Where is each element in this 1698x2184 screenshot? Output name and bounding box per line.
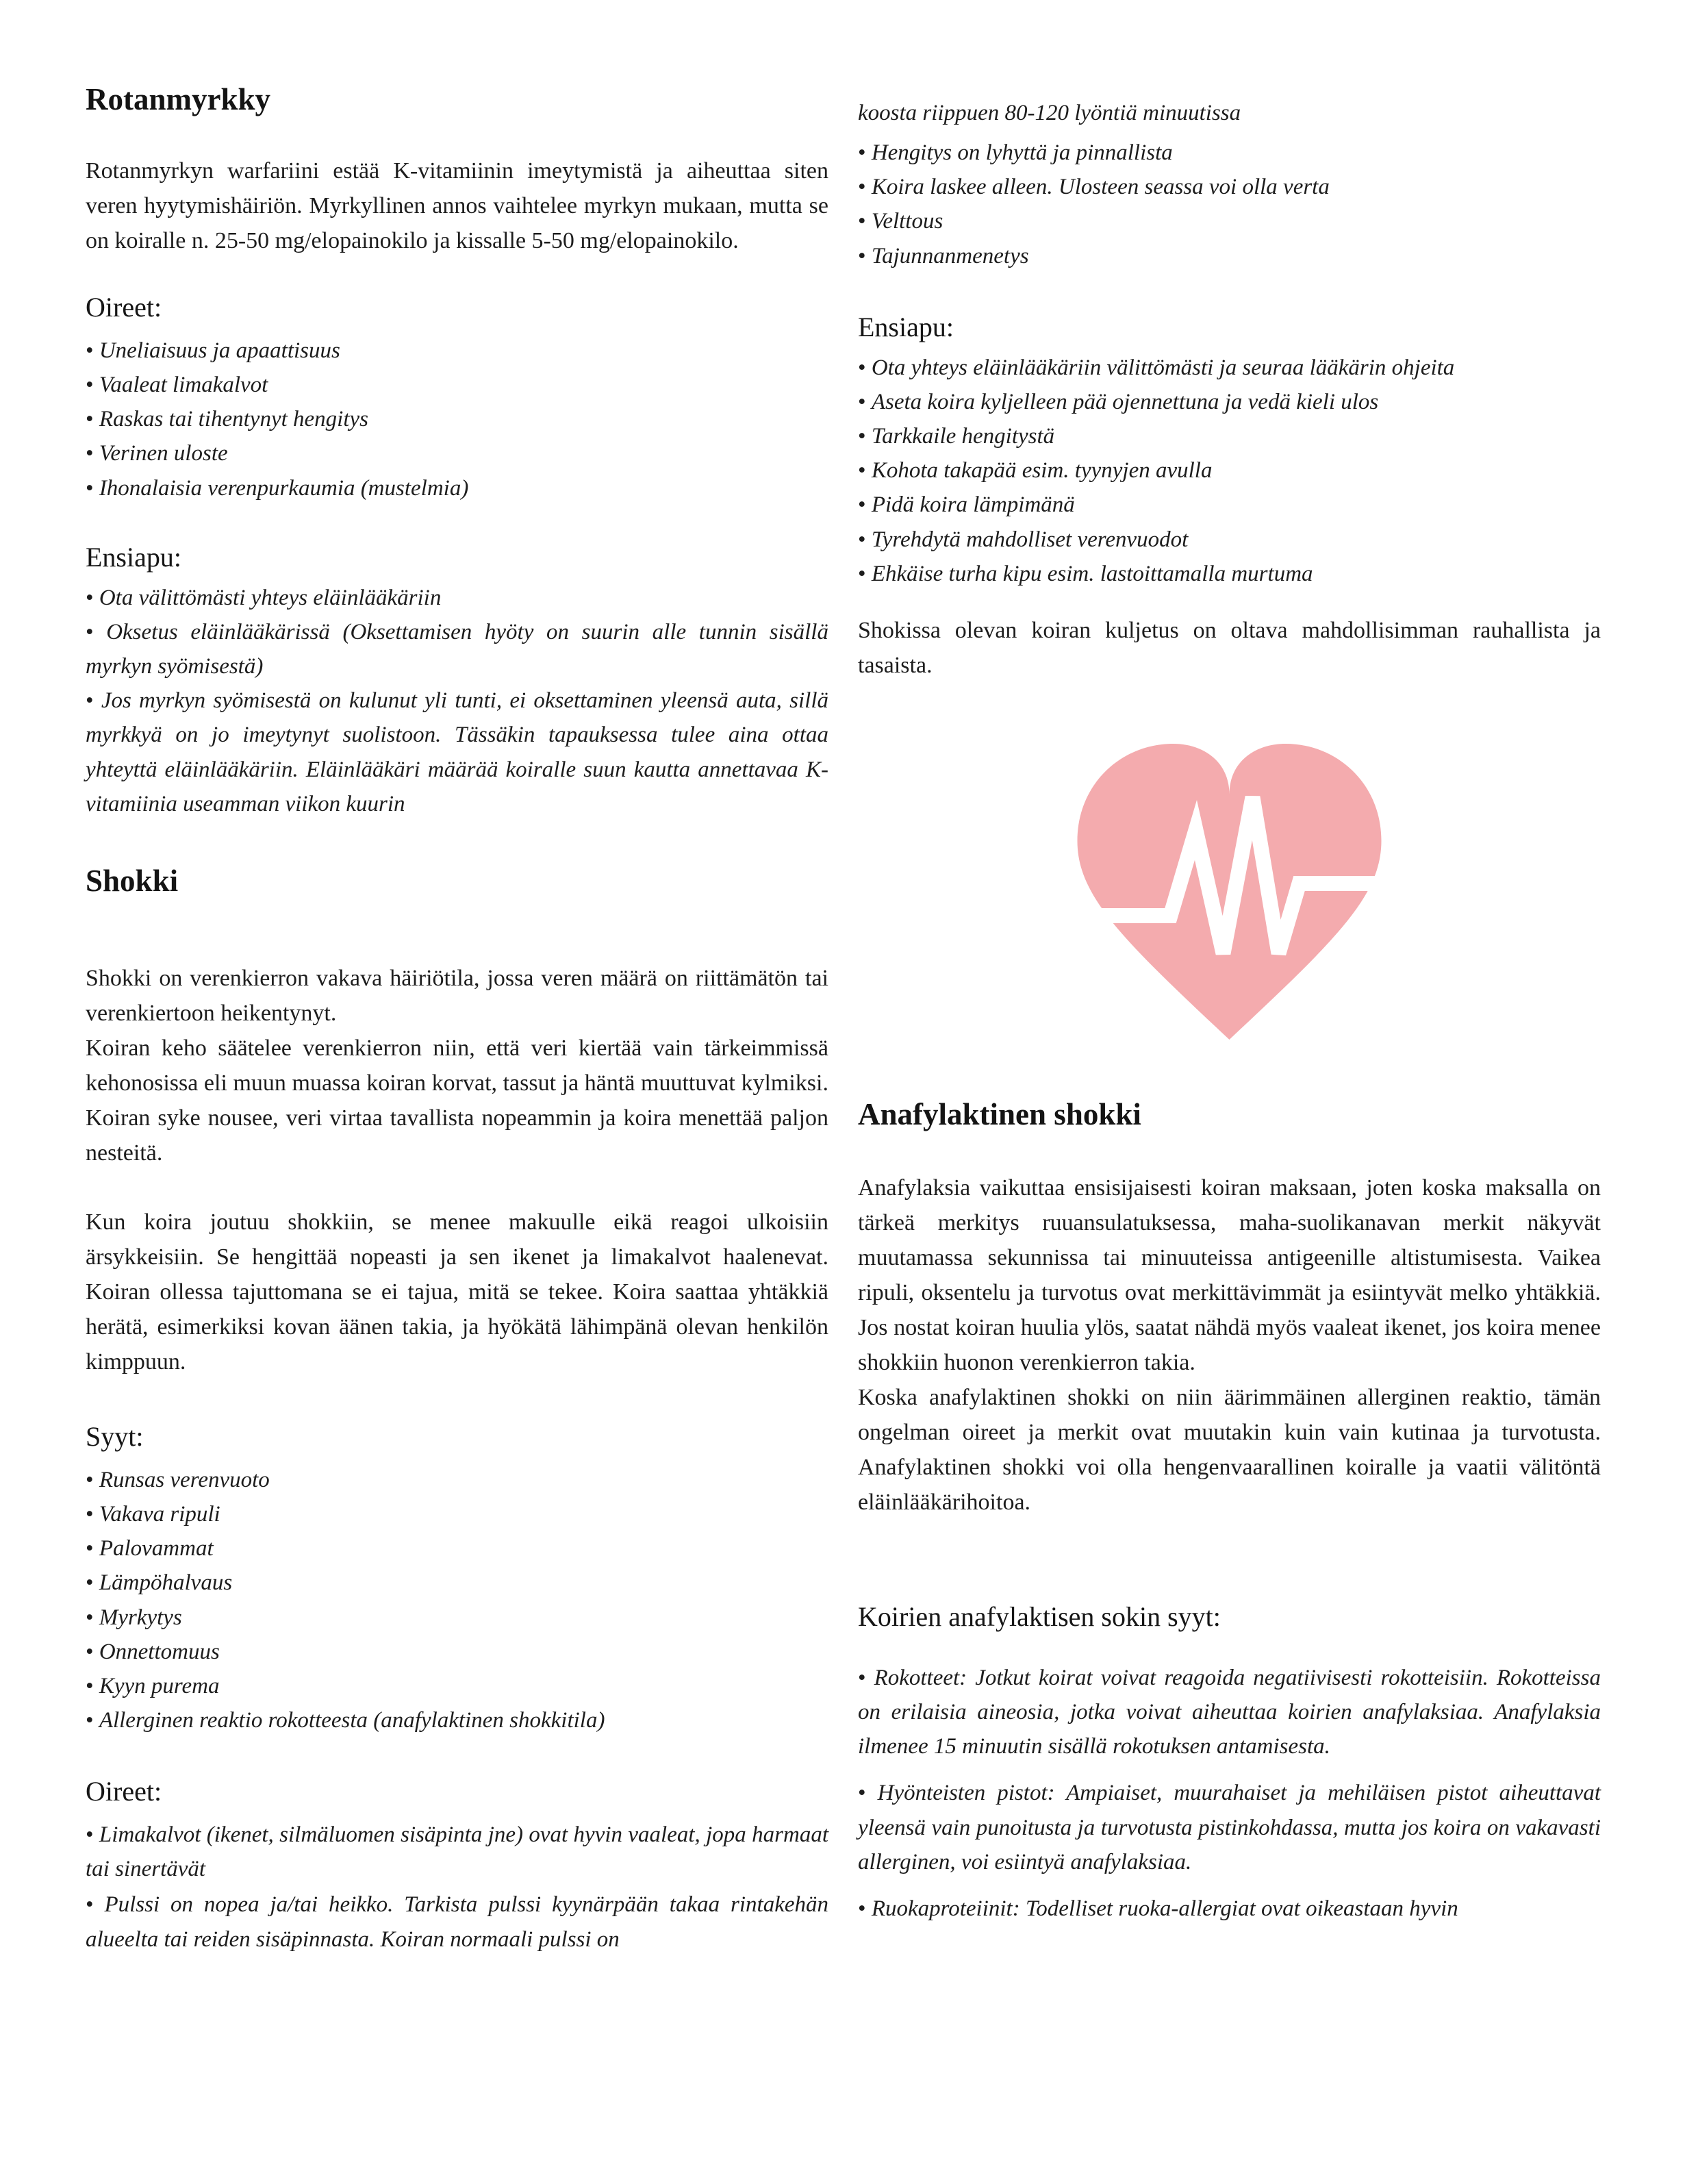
ensiapu-shokki-list <box>858 351 1601 591</box>
list-item: • Lämpöhalvaus <box>86 1566 828 1600</box>
list-item: • Oksetus eläinlääkärissä (Oksettamisen hyöty on suurin alle tunnin sisällä myrkyn syömisestä) <box>86 615 828 683</box>
list-item: • Ruokaproteiinit: Todelliset ruoka-allergiat ovat oikeastaan hyvin <box>858 1892 1601 1926</box>
paragraph-shokki-1b: Koiran keho säätelee verenkierron niin, että veri kiertää vain tärkeimmissä kehonosissa eli muun muassa koiran korvat, tassut ja häntä muuttuvat kylmiksi. Koiran syke nousee, veri virtaa tavallista nopeammin ja koira menettää paljon nesteitä. <box>86 1035 828 1166</box>
list-item: • Ehkäise turha kipu esim. lastoittamalla murtuma <box>858 557 1601 591</box>
right-column <box>858 0 1601 1926</box>
paragraph-shokki-1a: Shokki on verenkierron vakava häiriötila, jossa veren määrä on riittämätön tai verenkiertoon heikentynyt. <box>86 965 828 1026</box>
list-item: • Runsas verenvuoto <box>86 1463 828 1497</box>
subheading-syyt: Syyt: <box>86 1420 144 1452</box>
oireet-list <box>86 334 828 505</box>
list-item: • Pulssi on nopea ja/tai heikko. Tarkista pulssi kyynärpään takaa rintakehän alueelta tai reiden sisäpinnasta. Koiran normaali pulssi on <box>86 1887 828 1956</box>
list-item: • Hengitys on lyhyttä ja pinnallista <box>858 136 1601 170</box>
list-item: • Ota yhteys eläinlääkäriin välittömästi ja seuraa lääkärin ohjeita <box>858 351 1601 385</box>
oireet-continuation-list <box>858 136 1601 273</box>
paragraph-kuljetus: Shokissa olevan koiran kuljetus on oltava mahdollisimman rauhallista ja tasaista. <box>858 617 1601 678</box>
left-column <box>86 0 828 1957</box>
list-item: • Velttous <box>858 204 1601 238</box>
subheading-oireet: Oireet: <box>86 292 162 323</box>
list-item: • Vaaleat limakalvot <box>86 368 828 402</box>
subheading-anafylaktisen-syyt: Koirien anafylaktisen sokin syyt: <box>858 1601 1221 1632</box>
list-item: • Onnettomuus <box>86 1635 828 1669</box>
list-item: • Palovammat <box>86 1531 828 1566</box>
list-item: • Tyrehdytä mahdolliset verenvuodot <box>858 523 1601 557</box>
list-item: • Koira laskee alleen. Ulosteen seassa voi olla verta <box>858 170 1601 204</box>
subheading-ensiapu-shokki: Ensiapu: <box>858 311 954 342</box>
subheading-oireet-shokki: Oireet: <box>86 1776 162 1807</box>
paragraph-shokki-2: Kun koira joutuu shokkiin, se menee makuulle eikä reagoi ulkoisiin ärsykkeisiin. Se hengittää nopeasti ja sen ikenet ja limakalvot haalenevat. Koiran ollessa tajuttomana se ei tajua, mitä se tekee. Koira saattaa yhtäkkiä herätä, esimerkiksi kovan äänen takia, ja hyökätä lähimpänä olevan henkilön kimppuun. <box>86 1209 828 1375</box>
list-item: • Vakava ripuli <box>86 1497 828 1531</box>
list-item: • Verinen uloste <box>86 436 828 470</box>
list-item: • Uneliaisuus ja apaattisuus <box>86 334 828 368</box>
list-item: • Ihonalaisia verenpurkaumia (mustelmia) <box>86 471 828 505</box>
subheading-ensiapu: Ensiapu: <box>86 541 181 573</box>
list-item: • Kyyn purema <box>86 1669 828 1703</box>
list-item: • Kohota takapää esim. tyynyjen avulla <box>858 453 1601 488</box>
list-item: • Limakalvot (ikenet, silmäluomen sisäpinta jne) ovat hyvin vaaleat, jopa harmaat tai sinertävät <box>86 1818 828 1886</box>
list-item: • Jos myrkyn syömisestä on kulunut yli tunti, ei oksettaminen yleensä auta, sillä myrkkyä on jo imeytynyt suolistoon. Tässäkin tapauksessa tulee aina ottaa yhteyttä eläinlääkäriin. Eläinlääkäri määrää koiralle suun kautta annettavaa K-vitamiinia useamman viikon kuurin <box>86 683 828 821</box>
syyt-list <box>86 1463 828 1737</box>
list-item-continuation: koosta riippuen 80-120 lyöntiä minuutissa <box>858 101 1241 125</box>
list-item: • Aseta koira kyljelleen pää ojennettuna ja vedä kieli ulos <box>858 385 1601 419</box>
section-heading-rotanmyrkky: Rotanmyrkky <box>86 82 271 116</box>
list-item: • Hyönteisten pistot: Ampiaiset, muurahaiset ja mehiläisen pistot aiheuttavat yleensä vain punoitusta ja turvotusta pistinkohdassa, mutta jos koira on vakavasti allerginen, voi esiintyä anafylaksiaa. <box>858 1776 1601 1879</box>
heart-pulse-icon <box>1056 741 1402 1042</box>
paragraph-anafylaksia-1: Anafylaksia vaikuttaa ensisijaisesti koiran maksaan, joten koska maksalla on tärkeä merkitys ruuansulatuksessa, maha-suolikanavan merkit näkyvät muutamassa sekunnissa tai minuuteissa antigeenille altistumisesta. Vaikea ripuli, oksentelu ja turvotus ovat merkittävimmät ja esiintyvät melko yhtäkkiä. Jos nostat koiran huulia ylös, saatat nähdä myös vaaleat ikenet, jos koira menee shokkiin huonon verenkierron takia. <box>858 1175 1601 1375</box>
list-item: • Allerginen reaktio rokotteesta (anafylaktinen shokkitila) <box>86 1703 828 1737</box>
anafylaktisen-syyt-list <box>858 1661 1601 1926</box>
section-heading-anafylaktinen: Anafylaktinen shokki <box>858 1096 1141 1131</box>
list-item: • Ota välittömästi yhteys eläinlääkäriin <box>86 581 828 615</box>
section-heading-shokki: Shokki <box>86 863 179 898</box>
list-item: • Tajunnanmenetys <box>858 239 1601 273</box>
list-item: • Rokotteet: Jotkut koirat voivat reagoida negatiivisesti rokotteisiin. Rokotteissa on erilaisia aineosia, jotka voivat aiheuttaa koirien anafylaksiaa. Anafylaksia ilmenee 15 minuutin sisällä rokotuksen antamisesta. <box>858 1661 1601 1763</box>
oireet-shokki-list <box>86 1818 828 1957</box>
list-item: • Raskas tai tihentynyt hengitys <box>86 402 828 436</box>
list-item: • Tarkkaile hengitystä <box>858 419 1601 453</box>
list-item: • Pidä koira lämpimänä <box>858 488 1601 522</box>
paragraph-anafylaksia-2: Koska anafylaktinen shokki on niin äärimmäinen allerginen reaktio, tämän ongelman oireet ja merkit ovat muutakin kuin vain kutinaa ja turvotusta. Anafylaktinen shokki voi olla hengenvaarallinen koiralle ja vaatii välitöntä eläinlääkärihoitoa. <box>858 1384 1601 1515</box>
ensiapu-list <box>86 581 828 821</box>
list-item: • Myrkytys <box>86 1601 828 1635</box>
paragraph-rotanmyrkky: Rotanmyrkyn warfariini estää K-vitamiinin imeytymistä ja aiheuttaa siten veren hyytymishäiriön. Myrkyllinen annos vaihtelee myrkyn mukaan, mutta se on koiralle n. 25-50 mg/elopainokilo ja kissalle 5-50 mg/elopainokilo. <box>86 158 828 253</box>
